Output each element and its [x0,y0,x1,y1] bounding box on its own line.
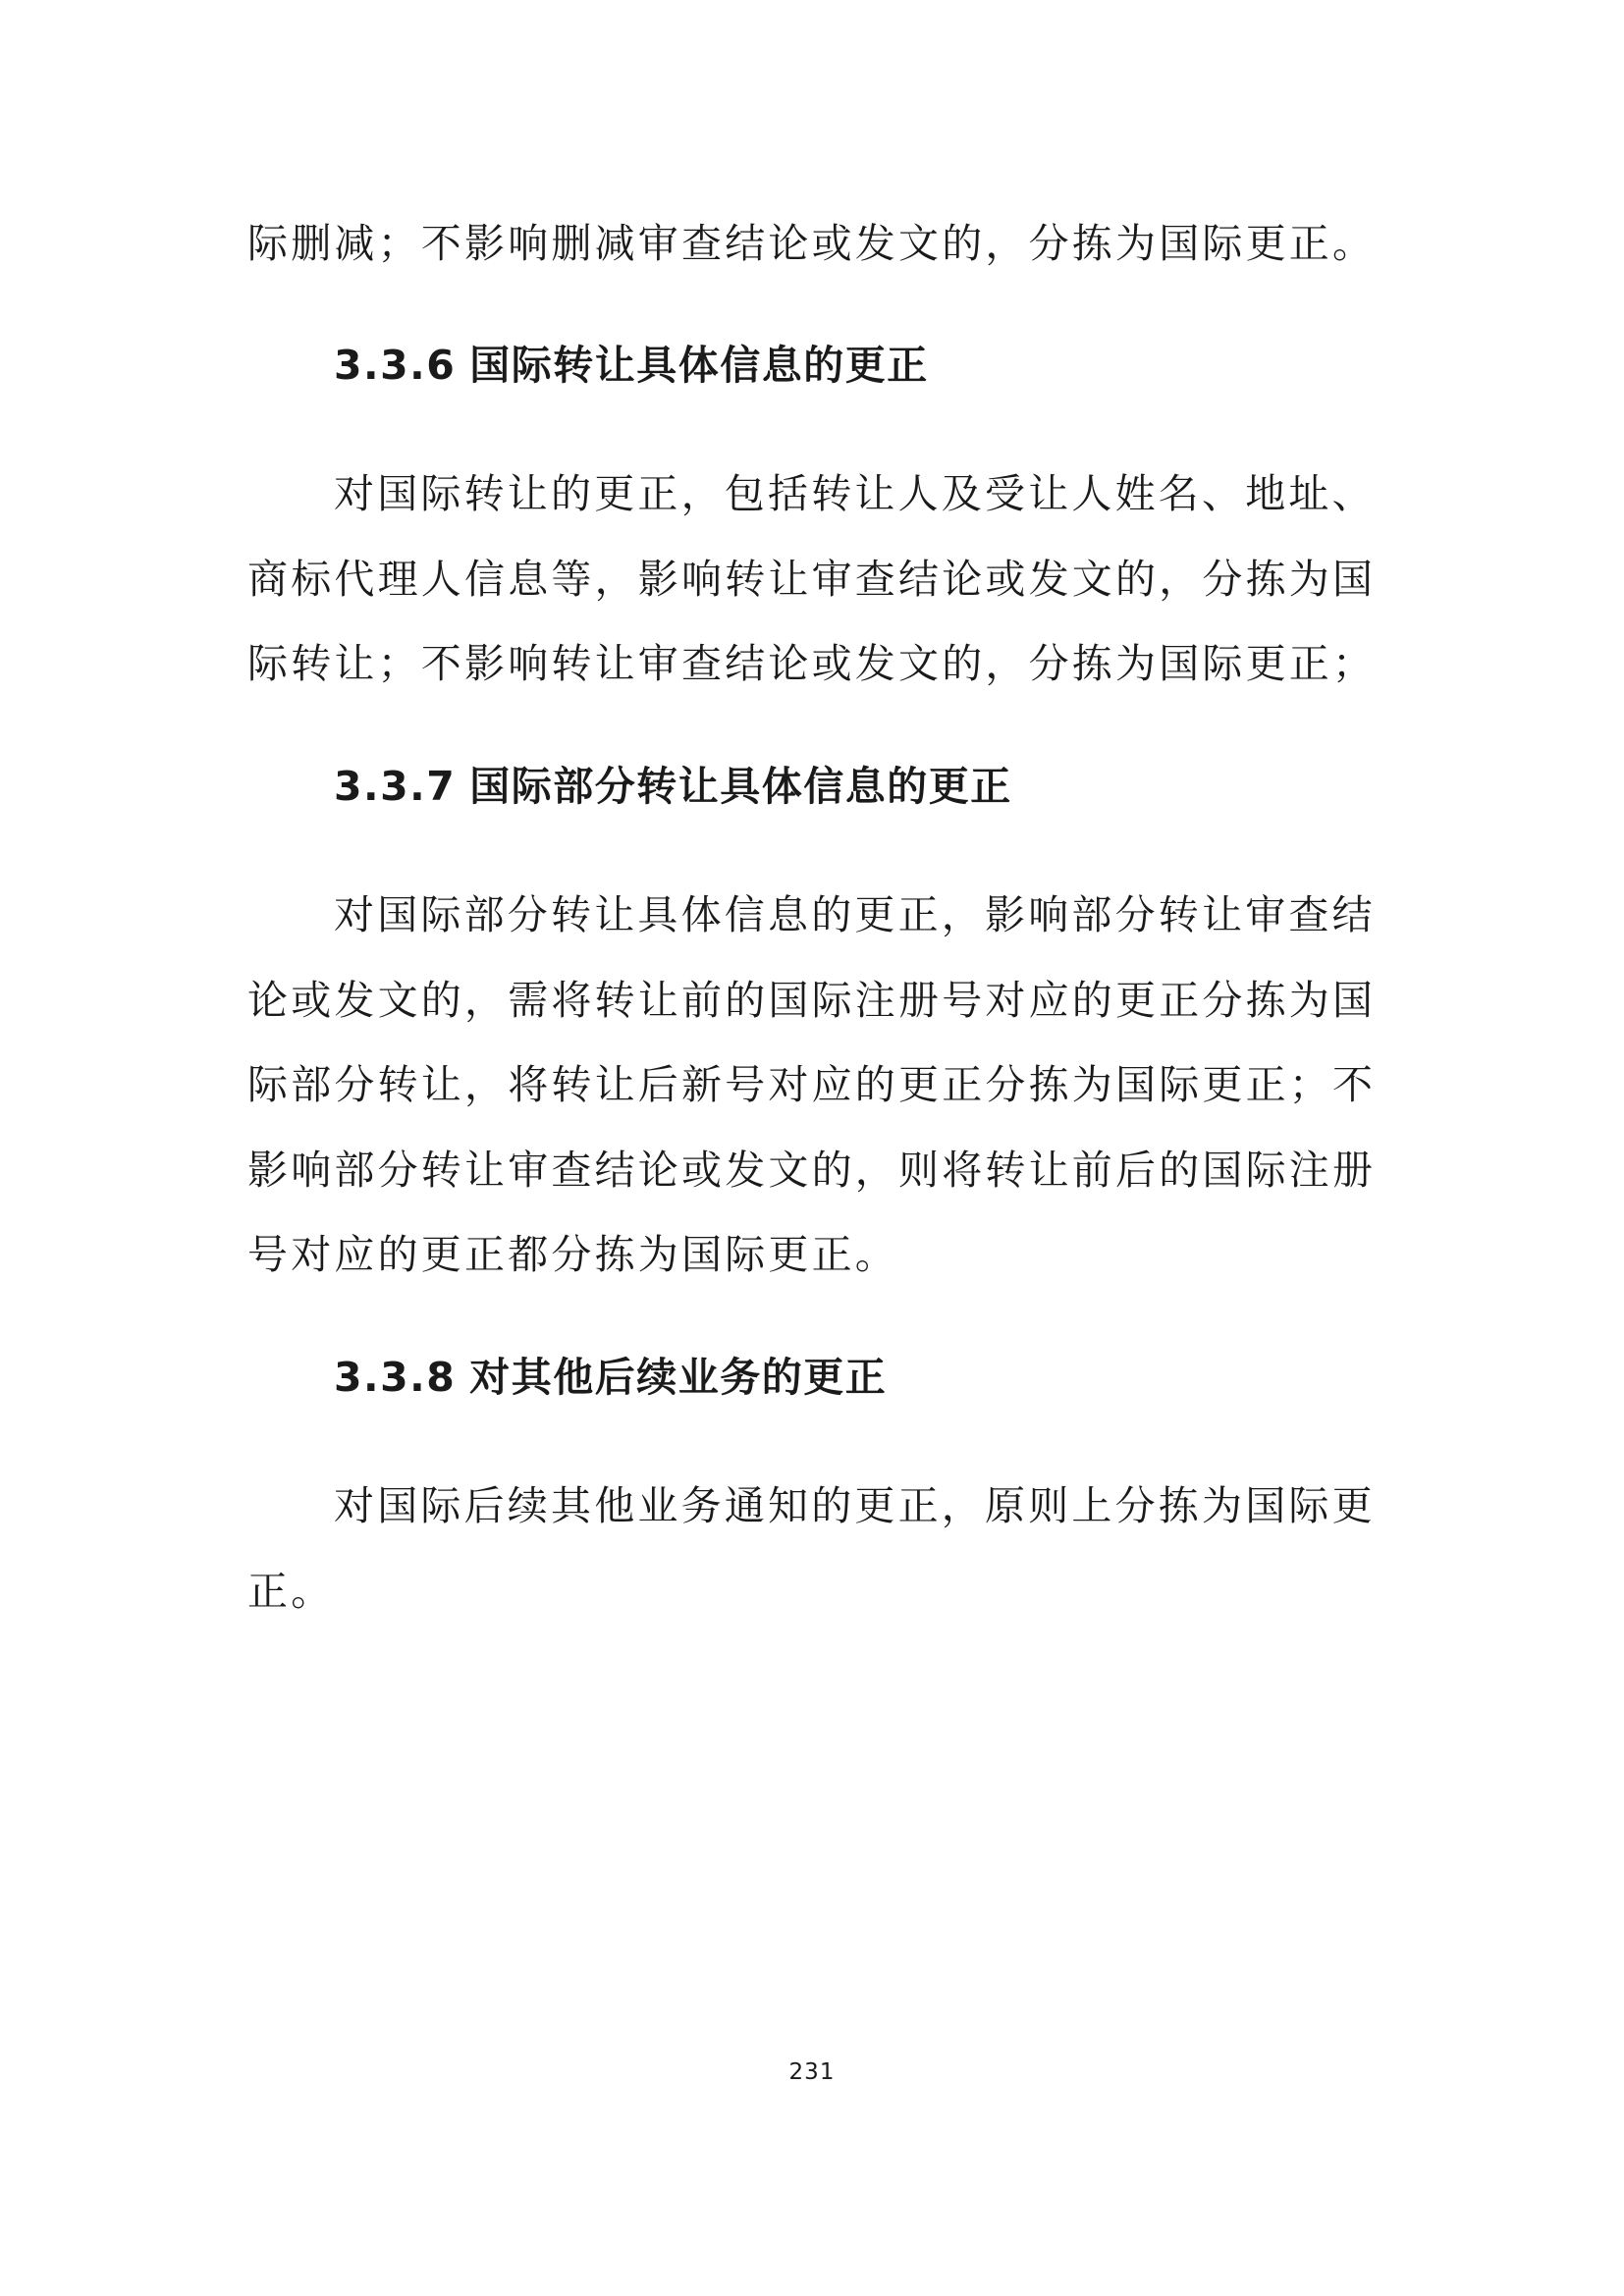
section-heading [334,336,929,395]
paragraph-line: 论或发文的，需将转让前的国际注册号对应的更正分拣为国 [247,977,1377,1024]
paragraph-line: 际部分转让，将转让后新号对应的更正分拣为国际更正；不 [247,1061,1377,1108]
section-title: 国际部分转让具体信息的更正 [469,763,1012,810]
page-number: 231 [788,2059,836,2085]
paragraph-line: 对国际部分转让具体信息的更正，影响部分转让审查结 [334,891,1376,938]
paragraph-line: 对国际后续其他业务通知的更正，原则上分拣为国际更 [334,1482,1376,1529]
section-heading [334,1348,887,1407]
paragraph-line: 商标代理人信息等，影响转让审查结论或发文的，分拣为国 [247,556,1377,603]
section-number: 3.3.8 [334,1354,457,1401]
paragraph-line: 际删减；不影响删减审查结论或发文的，分拣为国际更正。 [247,220,1377,267]
paragraph-line: 对国际转让的更正，包括转让人及受让人姓名、地址、 [334,470,1376,517]
section-title: 对其他后续业务的更正 [469,1354,888,1401]
paragraph-line: 号对应的更正都分拣为国际更正。 [247,1231,898,1278]
section-number: 3.3.6 [334,342,457,389]
section-heading [334,757,1012,816]
section-title: 国际转让具体信息的更正 [469,342,929,389]
paragraph-line: 影响部分转让审查结论或发文的，则将转让前后的国际注册 [247,1147,1377,1194]
section-number: 3.3.7 [334,763,457,810]
paragraph-line: 正。 [247,1568,335,1615]
paragraph-line: 际转让；不影响转让审查结论或发文的，分拣为国际更正； [247,640,1377,687]
